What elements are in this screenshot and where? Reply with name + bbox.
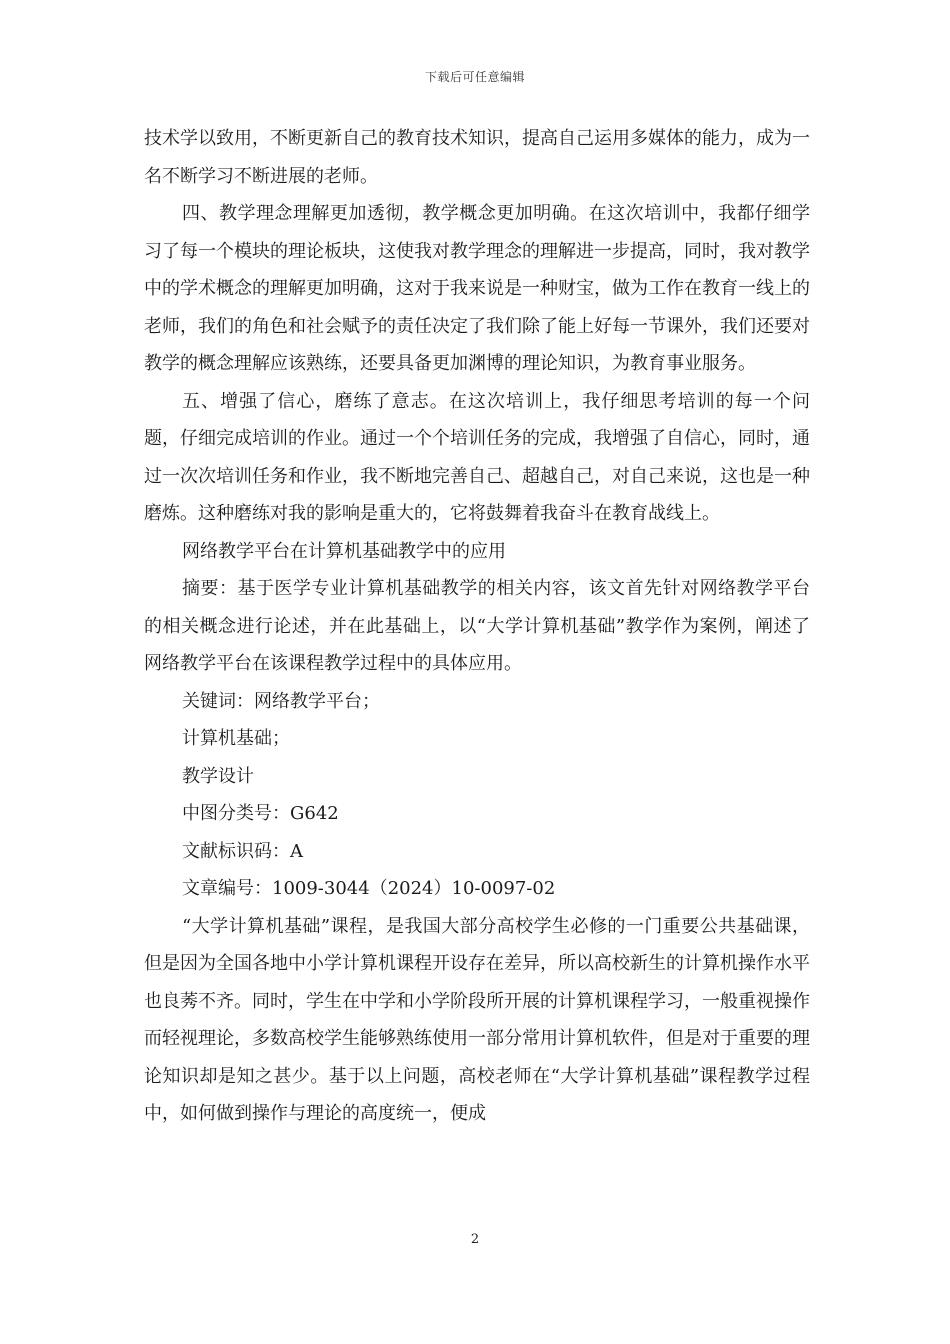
paragraph-section-five: 五、增强了信心，磨练了意志。在这次培训上，我仔细思考培训的每一个问题，仔细完成培训的作业。通过一个个培训任务的完成，我增强了自信心，同时，通过一次次培训任务和作业，我不断地完善自己、超越自己，对自己来说，这也是一种磨炼。这种磨练对我的影响是重大的，它将鼓舞着我奋斗在教育战线上。 [144,390,810,524]
article-number: 文章编号：1009-3044（2024）10-0097-02 [182,878,556,899]
keyword-line: 计算机基础； [182,728,290,749]
page-number: 2 [470,1232,480,1247]
document-code: 文献标识码：A [182,840,303,862]
classification-number: 中图分类号：G642 [182,803,339,824]
document-body [144,120,810,1133]
paragraph-body: “大学计算机基础”课程，是我国大部分高校学生必修的一门重要公共基础课，但是因为全国各地中小学计算机课程开设存在差异，所以高校新生的计算机操作水平也良莠不齐。同时，学生在中学和小学阶段所开展的计算机课程学习，一般重视操作而轻视理论，多数高校学生能够熟练使用一部分常用计算机软件，但是对于重要的理论知识却是知之甚少。基于以上问题，高校老师在“大学计算机基础”课程教学过程中，如何做到操作与理论的高度统一，便成 [144,915,810,1124]
paragraph-continuation: 技术学以致用，不断更新自己的教育技术知识，提高自己运用多媒体的能力，成为一名不断学习不断进展的老师。 [144,128,810,187]
article-title: 网络教学平台在计算机基础教学中的应用 [182,540,506,562]
paragraph-section-four: 四、教学理念理解更加透彻，教学概念更加明确。在这次培训中，我都仔细学习了每一个模块的理论板块，这使我对教学理念的理解进一步提高，同时，我对教学中的学术概念的理解更加明确，这对于我来说是一种财宝，做为工作在教育一线上的老师，我们的角色和社会赋予的责任决定了我们除了能上好每一节课外，我们还要对教学的概念理解应该熟练，还要具备更加渊博的理论知识，为教育事业服务。 [144,203,810,374]
article-abstract: 摘要：基于医学专业计算机基础教学的相关内容，该文首先针对网络教学平台的相关概念进行论述，并在此基础上，以“大学计算机基础”教学作为案例，阐述了网络教学平台在该课程教学过程中的具体应用。 [144,578,810,674]
keyword-line: 教学设计 [182,765,254,787]
keyword-line: 关键词：网络教学平台； [182,690,380,712]
page-header: 下载后可任意编辑 [424,70,525,84]
